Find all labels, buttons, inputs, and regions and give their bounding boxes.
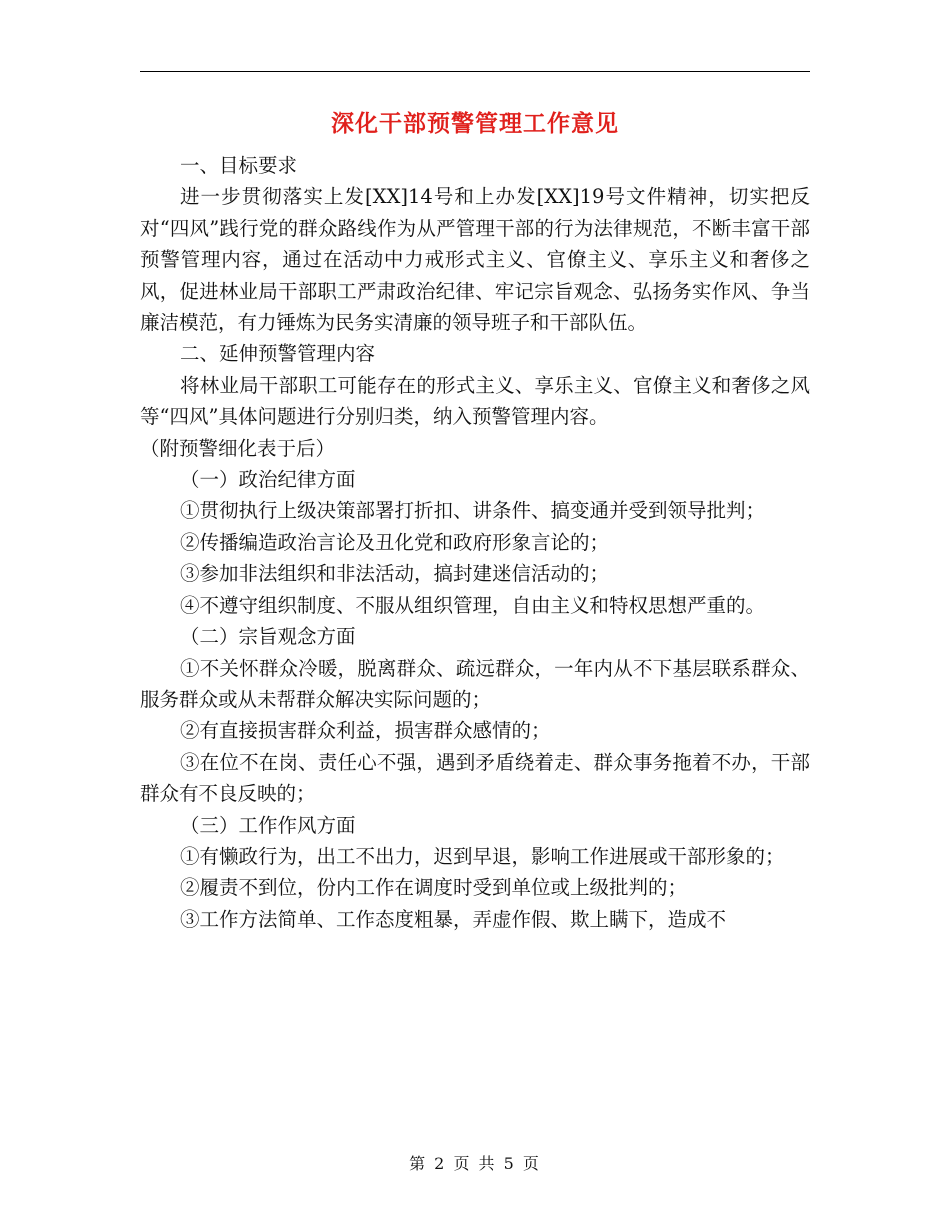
body-paragraph: （一）政治纪律方面 xyxy=(180,468,356,492)
body-paragraph: ③参加非法组织和非法活动，搞封建迷信活动的； xyxy=(180,562,610,586)
document-body xyxy=(140,150,810,935)
body-paragraph: ③工作方法简单、工作态度粗暴，弄虚作假、欺上瞒下，造成不 xyxy=(180,907,727,931)
body-paragraph: ①贯彻执行上级决策部署打折扣、讲条件、搞变通并受到领导批判； xyxy=(180,499,766,523)
body-paragraph: ④不遵守组织制度、不服从组织管理，自由主义和特权思想严重的。 xyxy=(180,593,766,617)
header-rule xyxy=(140,71,810,72)
body-paragraph: ②传播编造政治言论及丑化党和政府形象言论的； xyxy=(180,530,610,554)
body-paragraph: （二）宗旨观念方面 xyxy=(180,625,356,649)
body-paragraph: （附预警细化表于后） xyxy=(140,436,336,460)
body-paragraph: 二、延伸预警管理内容 xyxy=(180,342,376,366)
body-paragraph: ①不关怀群众冷暖，脱离群众、疏远群众，一年内从不下基层联系群众、服务群众或从未帮群众解决实际问题的； xyxy=(140,656,810,711)
page-footer xyxy=(0,1152,950,1176)
body-paragraph: ②有直接损害群众利益，损害群众感情的； xyxy=(180,719,551,743)
document-title: 深化干部预警管理工作意见 xyxy=(331,110,619,137)
body-paragraph: ③在位不在岗、责任心不强，遇到矛盾绕着走、群众事务拖着不办，干部群众有不良反映的； xyxy=(140,750,810,806)
body-paragraph: ①有懒政行为，出工不出力，迟到早退，影响工作进展或干部形象的； xyxy=(180,844,785,868)
page-number-label: 第 2 页 共 5 页 xyxy=(409,1154,541,1173)
body-paragraph: 进一步贯彻落实上发[XX]14号和上办发[XX]19号文件精神，切实把反对“四风”践行党的群众路线作为从严管理干部的行为法律规范，不断丰富干部预警管理内容，通过在活动中力戒形式主义、官僚主义、享乐主义和奢侈之风，促进林业局干部职工严肃政治纪律、牢记宗旨观念、弘扬务实作风、争当廉洁模范，有力锤炼为民务实清廉的领导班子和干部队伍。 xyxy=(140,185,810,335)
body-paragraph: ②履责不到位，份内工作在调度时受到单位或上级批判的； xyxy=(180,876,688,900)
body-paragraph: 一、目标要求 xyxy=(180,154,298,177)
body-paragraph: 将林业局干部职工可能存在的形式主义、享乐主义、官僚主义和奢侈之风等“四风”具体问题进行分别归类，纳入预警管理内容。 xyxy=(140,373,810,429)
body-paragraph: （三）工作作风方面 xyxy=(180,813,356,837)
